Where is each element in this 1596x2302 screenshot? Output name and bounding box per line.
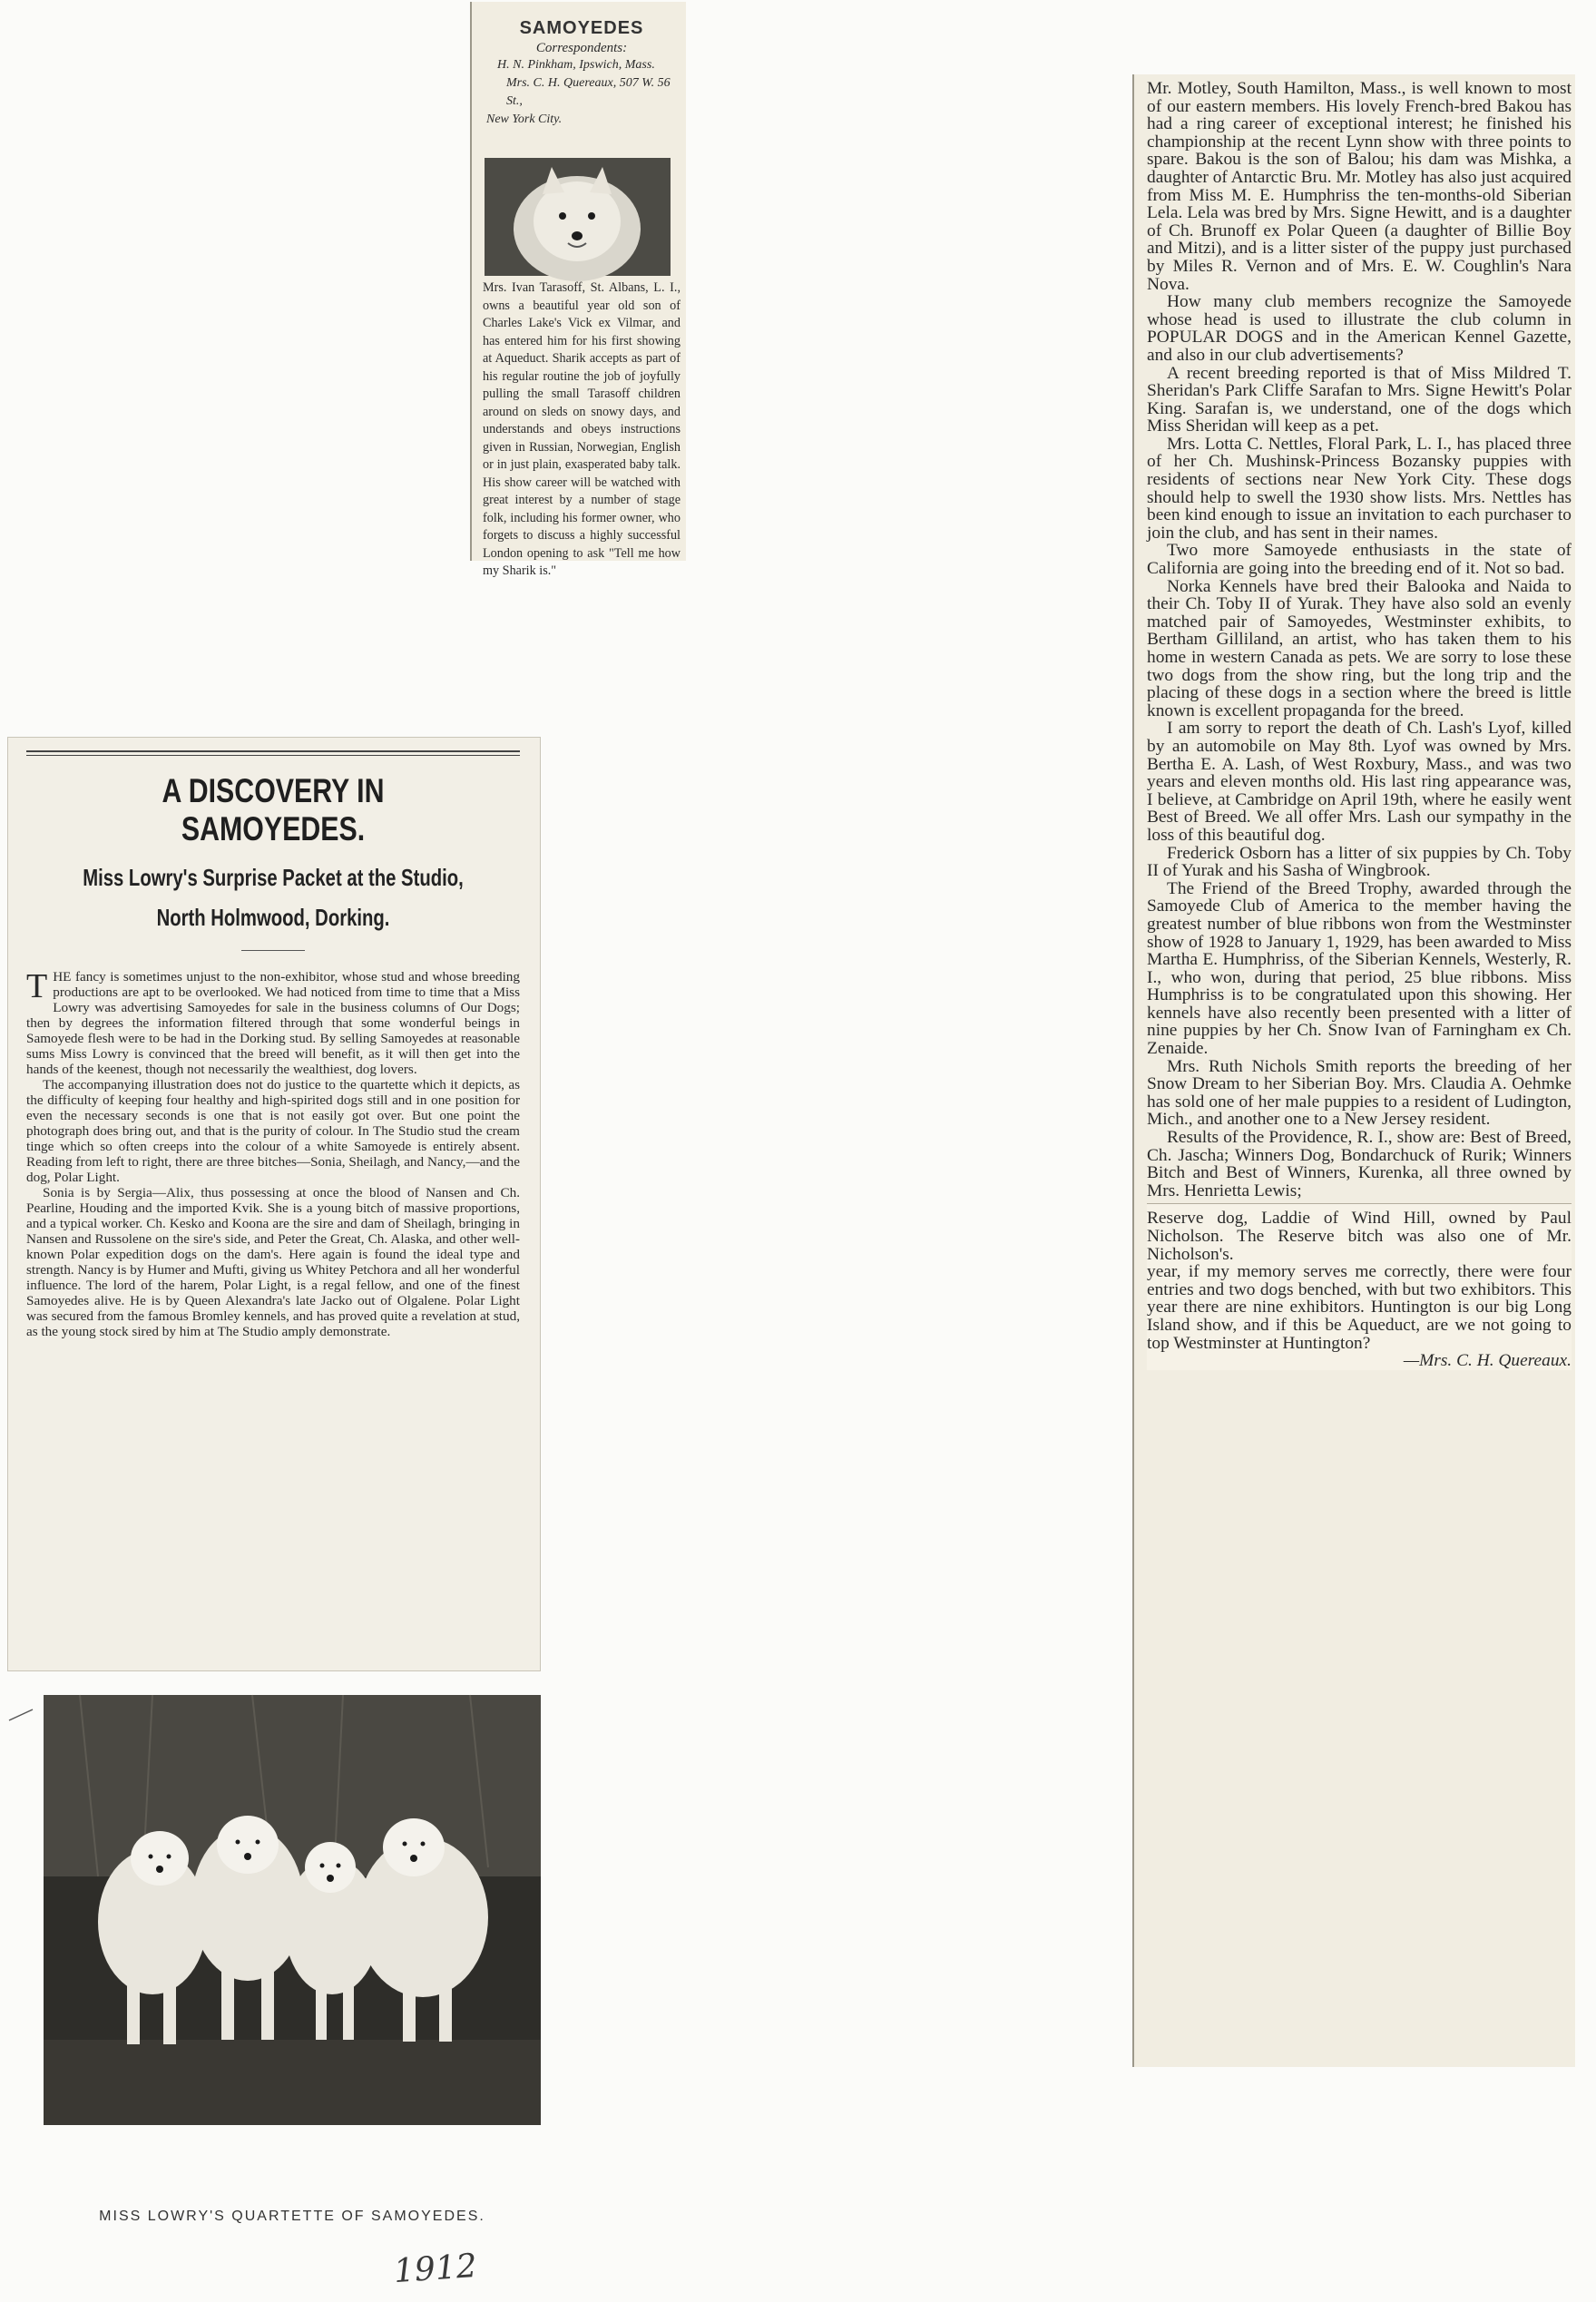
notes-paragraph-3: A recent breeding reported is that of Miss Mildred T. Sheridan's Park Cliffe Sarafan to Mrs. Signe Hewitt's Polar King. Sarafan is, we understand, one of the dogs which Miss Sheridan will keep as a pet. xyxy=(1147,363,1572,436)
article-subtitle-2: North Holmwood, Dorking. xyxy=(156,904,390,931)
notes-paragraph-2: How many club members recognize the Samoyede whose head is used to illustrate the club column in POPULAR DOGS and in the American Kennel Gazette, and also in our club advertisements? xyxy=(1147,292,1572,365)
article-title: A DISCOVERY IN SAMOYEDES. xyxy=(162,772,385,847)
notes-paragraph-reserve: Reserve dog, Laddie of Wind Hill, owned by Paul Nicholson. The Reserve bitch was also one of Mr. Nicholson's. xyxy=(1147,1209,1572,1264)
paragraph-1 xyxy=(26,969,520,1077)
paragraph-2: The accompanying illustration does not do justice to the quartette which it depicts, as the difficulty of keeping four healthy and high-spirited dogs still and in one position for even the necessary seconds is one that is not easily got over. But one point the photograph does bring out, and that is the purity of colour. In The Studio stud the cream tinge which so often creeps into the colour of a white Samoyede is entirely absent. Reading from left to right, there are three bitches—Sonia, Sheilagh, and Nancy,—and the dog, Polar Light. xyxy=(26,1077,520,1185)
correspondents-label: Correspondents: xyxy=(535,41,628,55)
notes-paragraph-5: Two more Samoyede enthusiasts in the state of California are going into the breeding end of it. Not so bad. xyxy=(1147,541,1572,579)
pasted-strip xyxy=(1147,1203,1572,1369)
paragraph-3: Sonia is by Sergia—Alix, thus possessing at once the blood of Nansen and Ch. Pearline, Houding and the imported Kvik. She is a young bitch of massive proportions, and a typical worker. Ch. Kesko and Koona are the sire and dam of Sheilagh, bringing in Nansen and Russolene on the sire's side, and Peter the Great, Ch. Alaska, and other well-known Polar expedition dogs on the dam's. Here again is found the ideal type and strength. Nancy is by Humer and Mufti, giving us Whitey Petchora and all her wonderful influence. The lord of the harem, Polar Light, is a regal fellow, and one of the finest Samoyedes alive. He is by Queen Alexandra's late Jacko out of Olgalene. Polar Light was secured from the famous Bromley kennels, and has proved quite a revelation at stud, as the young stock sired by him at The Studio amply demonstrate. xyxy=(26,1185,520,1339)
notes-paragraph-1: Mr. Motley, South Hamilton, Mass., is well known to most of our eastern members. His lovely French-bred Bakou has had a ring career of exceptional interest; he finished his championship at the recent Lynn show with three points to spare. Bakou is the son of Balou; his dam was Mishka, a daughter of Antarctic Bru. Mr. Motley has also just acquired from Miss M. E. Humphriss the ten-months-old Siberian Lela. Lela was bred by Mrs. Signe Hewitt, and is a daughter of Ch. Brunoff ex Polar Queen (a daughter of Billie Boy and Mitzi), and is a litter sister of the puppy just purchased by Miles R. Vernon and of Mrs. E. W. Coughlin's Nara Nova. xyxy=(1147,79,1572,294)
drop-cap: T xyxy=(26,967,48,1005)
samoyede-notes-clipping xyxy=(1132,74,1575,2067)
handwritten-year: 1912 xyxy=(392,2247,478,2291)
correspondent-line-2: Mrs. C. H. Quereaux, 507 W. 56 St., xyxy=(506,76,671,108)
top-rule-thin xyxy=(26,755,520,756)
article-body xyxy=(26,969,520,1339)
notes-paragraph-11: Results of the Providence, R. I., show are: Best of Breed, Ch. Jascha; Winners Dog, Bondarchuck of Rurik; Winners Bitch and Best of Winners, Kurenka, all three owned by Mrs. Henrietta Lewis; xyxy=(1147,1128,1572,1200)
notes-paragraph-10: Mrs. Ruth Nichols Smith reports the breeding of her Snow Dream to her Siberian Boy. Mrs. Claudia A. Oehmke has sold one of her male puppies to a resident of Ludington, Mich., and another one to a New Jersey resident. xyxy=(1147,1056,1572,1130)
author-signature: —Mrs. C. H. Quereaux. xyxy=(1403,1351,1572,1371)
notes-paragraph-4: Mrs. Lotta C. Nettles, Floral Park, L. I., has placed three of her Ch. Mushinsk-Princess Bozansky puppies with residents of sections near New York City. These dogs should help to swell the 1930 show lists. Mrs. Nettles has been kind enough to issue an invitation to each purchaser to join the club, and has sent in their names. xyxy=(1147,434,1572,543)
sharik-article-text: Mrs. Ivan Tarasoff, St. Albans, L. I., owns a beautiful year old son of Charles Lake's Vick ex Vilmar, and has entered him for his first showing at Aqueduct. Sharik accepts as part of his regular routine the job of joyfully pulling the small Tarasoff children around on sleds on snowy days, and understands and obeys instructions given in Russian, Norwegian, English or in just plain, exasperated baby talk. His show career will be watched with great interest by a number of stage folk, including his former owner, who forgets to discuss a highly successful London opening to ask "Tell me how my Sharik is." xyxy=(483,280,681,578)
notes-paragraph-9: The Friend of the Breed Trophy, awarded through the Samoyede Club of America to the member having the greatest number of blue ribbons won from the Westminster show of 1928 to January 1, 1929, has been awarded to Miss Martha E. Humphriss, of the Siberian Kennels, Westerly, R. I., who won, during that period, 25 blue ribbons. Miss Humphriss is to be congratulated upon this showing. Her kennels have also recently been presented with a litter of nine puppies by her Ch. Snow Ivan of Farningham ex Ch. Zenaide. xyxy=(1147,878,1572,1059)
paragraph-1-text: HE fancy is sometimes unjust to the non-exhibitor, whose stud and whose breeding productions are apt to be overlooked. We had noticed from time to time that a Miss Lowry was advertising Samoyedes for sale in the business columns of Our Dogs; then by degrees the information filtered through that some wonderful beings in Samoyede flesh were to be had in the Dorking stud. By selling Samoyedes at reasonable sums Miss Lowry is convinced that the breed will benefit, as it will then get into the hands of the keenest, though not necessarily the wealthiest, dog lovers. xyxy=(26,969,520,1077)
column-heading: SAMOYEDES xyxy=(519,18,644,38)
photo-caption: MISS LOWRY'S QUARTETTE OF SAMOYEDES. xyxy=(99,2209,485,2224)
title-separator xyxy=(241,950,305,951)
top-rule xyxy=(26,750,520,752)
correspondent-line-1: H. N. Pinkham, Ipswich, Mass. xyxy=(497,58,655,72)
pencil-tick-mark xyxy=(7,1708,34,1722)
correspondent-line-3: New York City. xyxy=(486,113,563,126)
notes-paragraph-final: year, if my memory serves me correctly, there were four entries and two dogs benched, with but two exhibitors. This year there are nine exhibitors. Huntington is our big Long Island show, and if this be Aqueduct, are we not going to top Westminster at Huntington? xyxy=(1147,1262,1572,1353)
samoyedes-column-clipping xyxy=(470,2,686,578)
quartette-photo xyxy=(44,1695,541,2125)
notes-paragraph-6: Norka Kennels have bred their Balooka and Naida to their Ch. Toby II of Yurak. They have also sold an evenly matched pair of Samoyedes, Westminster exhibits, to Bertham Gilliland, an artist, who has taken them to his home in western Canada as pets. We are sorry to lose these two dogs from the show ring, but the long trip and the placing of these dogs in a section where the breed is little known is excellent propaganda for the breed. xyxy=(1147,576,1572,720)
article-subtitle-1: Miss Lowry's Surprise Packet at the Studio, xyxy=(83,864,464,891)
notes-body xyxy=(1147,80,1572,1370)
dog-portrait-photo xyxy=(485,158,671,276)
discovery-article-clipping xyxy=(7,737,541,1671)
notes-paragraph-8: Frederick Osborn has a litter of six puppies by Ch. Toby II of Yurak and his Sasha of Wingbrook. xyxy=(1147,843,1572,881)
notes-paragraph-7: I am sorry to report the death of Ch. Lash's Lyof, killed by an automobile on May 8th. Lyof was owned by Mrs. Bertha E. A. Lash, of West Roxbury, Mass., and was two years and eleven months old. His last ring appearance was, I believe, at Cambridge on April 19th, where he easily went Best of Breed. We all offer Mrs. Lash our sympathy in the loss of this beautiful dog. xyxy=(1147,719,1572,845)
